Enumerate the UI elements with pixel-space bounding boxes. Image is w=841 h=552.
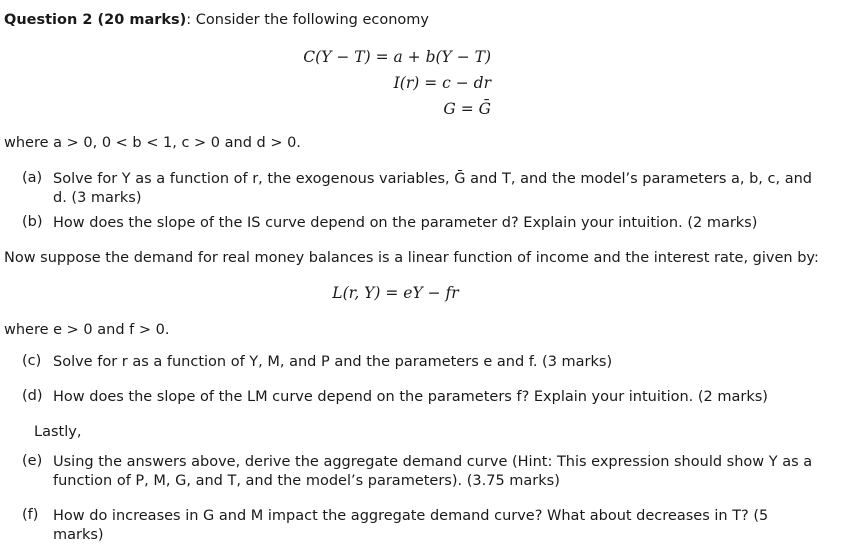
lastly-text: Lastly, bbox=[34, 424, 82, 440]
money-demand-intro: Now suppose the demand for real money balances is a linear function of income and the interest rate, given by: bbox=[4, 250, 819, 266]
part-e-label: (e) bbox=[22, 453, 43, 469]
part-f-text-line2: marks) bbox=[53, 527, 104, 543]
question-title-rest: : Consider the following economy bbox=[186, 12, 429, 28]
parameter-conditions: where a > 0, 0 < b < 1, c > 0 and d > 0. bbox=[4, 135, 301, 151]
part-c-label: (c) bbox=[22, 353, 42, 369]
part-e-text-line1: Using the answers above, derive the aggregate demand curve (Hint: This expression should show Y as a bbox=[53, 454, 813, 470]
part-d-label: (d) bbox=[22, 388, 43, 404]
question-title-bold: Question 2 (20 marks) bbox=[4, 12, 187, 28]
part-f-label: (f) bbox=[22, 507, 39, 523]
part-e-text-line2: function of P, M, G, and T, and the model’s parameters). (3.75 marks) bbox=[53, 473, 560, 489]
question-title bbox=[4, 11, 429, 29]
money-demand-conditions: where e > 0 and f > 0. bbox=[4, 322, 170, 338]
part-c-text: Solve for r as a function of Y, M, and P and the parameters e and f. (3 marks) bbox=[53, 354, 613, 370]
investment-equation: I(r) = c − dr bbox=[393, 74, 491, 92]
part-d-text: How does the slope of the LM curve depend on the parameters f? Explain your intuition. (2 marks) bbox=[53, 389, 768, 405]
part-a-label: (a) bbox=[22, 170, 43, 186]
money-demand-equation: L(r, Y) = eY − fr bbox=[332, 284, 459, 302]
part-f-text-line1: How do increases in G and M impact the aggregate demand curve? What about decreases in T? (5 bbox=[53, 508, 769, 524]
part-a-text-line1: Solve for Y as a function of r, the exogenous variables, Ḡ and T, and the model’s parameters a, b, c, and bbox=[53, 171, 812, 187]
government-equation: G = Ḡ bbox=[443, 100, 491, 118]
part-b-label: (b) bbox=[22, 214, 43, 230]
part-b-text: How does the slope of the IS curve depend on the parameter d? Explain your intuition. (2 marks) bbox=[53, 215, 758, 231]
consumption-equation: C(Y − T) = a + b(Y − T) bbox=[303, 48, 491, 66]
part-a-text-line2: d. (3 marks) bbox=[53, 190, 142, 206]
